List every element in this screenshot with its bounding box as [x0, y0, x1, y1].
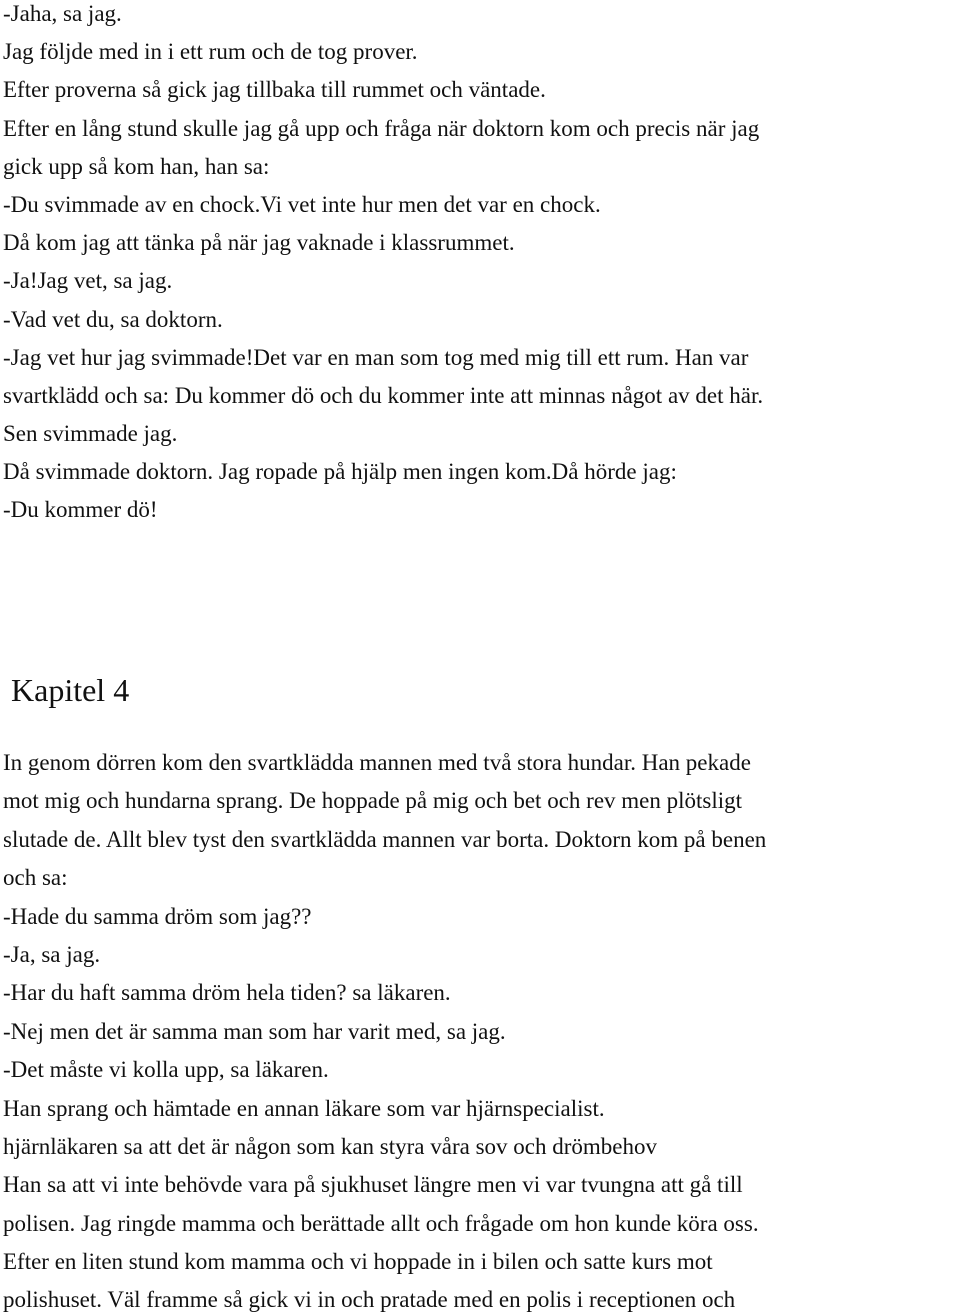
text-line: -Ja, sa jag.	[3, 941, 101, 967]
text-line: -Du svimmade av en chock.Vi vet inte hur men det var en chock.	[3, 191, 601, 217]
text-line: -Jag vet hur jag svimmade!Det var en man som tog med mig till ett rum. Han var	[3, 344, 749, 370]
text-line: Efter en lång stund skulle jag gå upp och fråga när doktorn kom och precis när jag	[3, 115, 760, 141]
text-line: Han sprang och hämtade en annan läkare som var hjärnspecialist.	[3, 1095, 605, 1121]
text-line: gick upp så kom han, han sa:	[3, 153, 270, 179]
text-line: -Har du haft samma dröm hela tiden? sa läkaren.	[3, 980, 451, 1006]
text-line: Jag följde med in i ett rum och de tog prover.	[3, 39, 418, 65]
story-text-part-2	[3, 744, 958, 1312]
text-line: Då svimmade doktorn. Jag ropade på hjälp men ingen kom.Då hörde jag:	[3, 459, 677, 485]
text-line: Efter proverna så gick jag tillbaka till rummet och väntade.	[3, 77, 546, 103]
text-line: -Ja!Jag vet, sa jag.	[3, 268, 173, 294]
text-line: -Vad vet du, sa doktorn.	[3, 306, 223, 332]
text-line: -Du kommer dö!	[3, 497, 158, 523]
text-line: och sa:	[3, 865, 68, 891]
text-line: hjärnläkaren sa att det är någon som kan styra våra sov och drömbehov	[3, 1133, 658, 1159]
text-line: In genom dörren kom den svartklädda mannen med två stora hundar. Han pekade	[3, 750, 751, 775]
text-line: polisen. Jag ringde mamma och berättade allt och frågade om hon kunde köra oss.	[3, 1210, 759, 1236]
story-text-part-1	[3, 0, 958, 530]
chapter-heading: Kapitel 4	[11, 672, 130, 708]
text-line: svartklädd och sa: Du kommer dö och du kommer inte att minnas något av det här.	[3, 382, 764, 408]
text-line: Efter en liten stund kom mamma och vi hoppade in i bilen och satte kurs mot	[3, 1249, 713, 1275]
text-line: slutade de. Allt blev tyst den svartklädda mannen var borta. Doktorn kom på benen	[3, 826, 767, 852]
text-line: -Nej men det är samma man som har varit med, sa jag.	[3, 1018, 506, 1044]
text-line: -Jaha, sa jag.	[3, 1, 122, 26]
text-line: Då kom jag att tänka på när jag vaknade i klassrummet.	[3, 230, 515, 256]
text-line: polishuset. Väl framme så gick vi in och pratade med en polis i receptionen och	[3, 1287, 736, 1312]
text-line: mot mig och hundarna sprang. De hoppade på mig och bet och rev men plötsligt	[3, 788, 743, 814]
text-line: -Det måste vi kolla upp, sa läkaren.	[3, 1057, 329, 1083]
text-line: -Hade du samma dröm som jag??	[3, 903, 312, 929]
text-line: Han sa att vi inte behövde vara på sjukhuset längre men vi var tvungna att gå till	[3, 1172, 743, 1198]
text-line: Sen svimmade jag.	[3, 421, 178, 447]
